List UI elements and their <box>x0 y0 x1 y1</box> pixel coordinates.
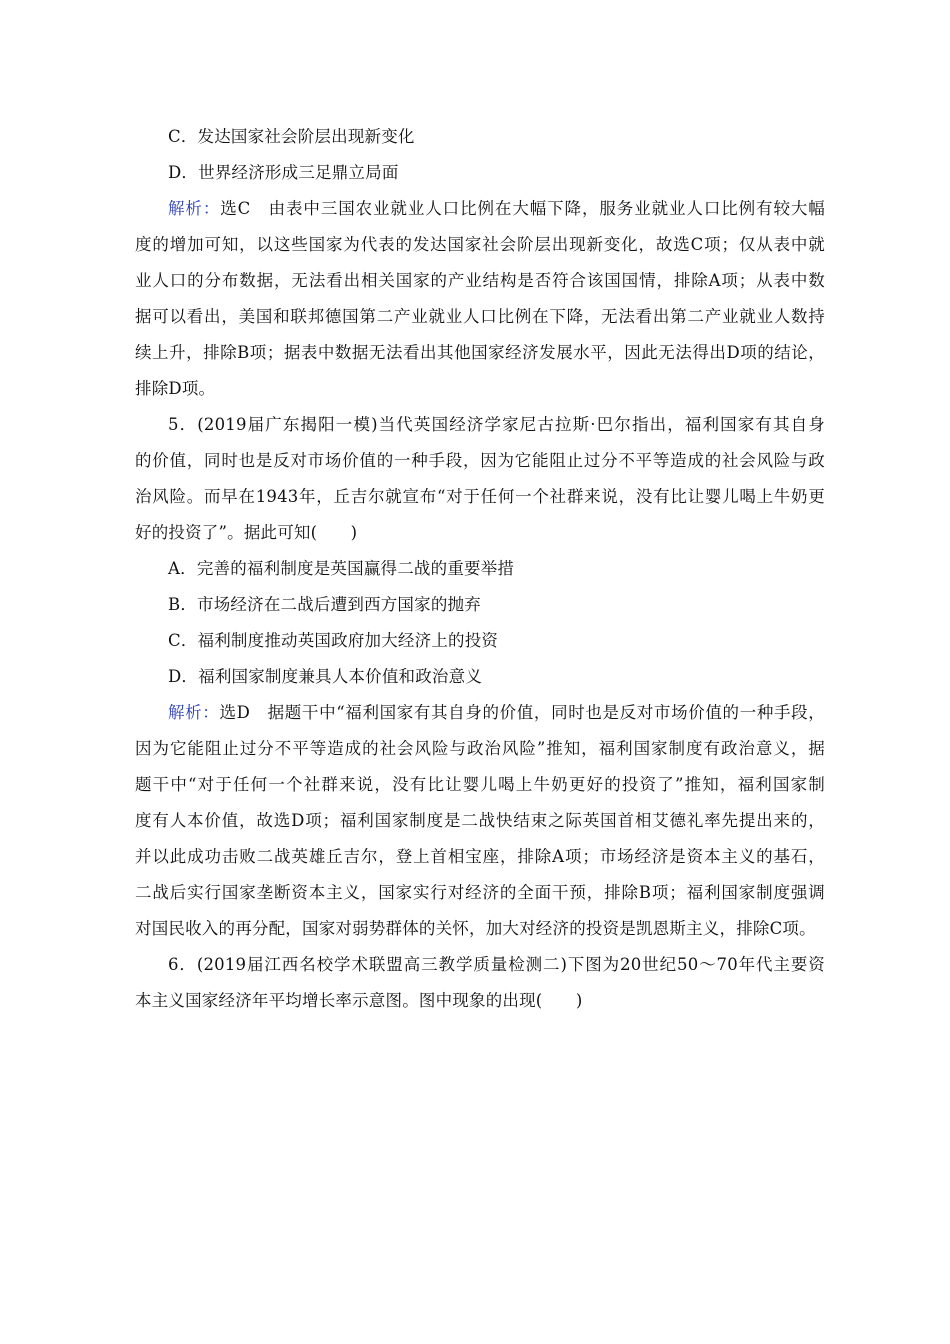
q4-analysis-line-4: 据可以看出，美国和联邦德国第二产业就业人口比例在下降，无法看出第二产业就业人数持 <box>135 307 825 326</box>
q5-option-d: D．福利国家制度兼具人本价值和政治意义 <box>168 667 483 686</box>
q4-analysis-label: 解析： <box>168 199 221 218</box>
q5-option-c: C．福利制度推动英国政府加大经济上的投资 <box>168 631 499 650</box>
q4-analysis-line-6: 排除D项。 <box>135 379 216 398</box>
q5-stem-line-1: 5．(2019届广东揭阳一模)当代英国经济学家尼古拉斯·巴尔指出，福利国家有其自身 <box>168 415 825 434</box>
q5-stem-line-3: 治风险。而早在1943年，丘吉尔就宣布“对于任何一个社群来说，没有比让婴儿喝上牛奶更 <box>135 487 825 506</box>
q5-option-a: A．完善的福利制度是英国赢得二战的重要举措 <box>168 559 515 578</box>
q5-analysis-line-3: 题干中“对于任何一个社群来说，没有比让婴儿喝上牛奶更好的投资了”推知，福利国家制 <box>135 775 825 794</box>
q4-analysis-line-2: 度的增加可知，以这些国家为代表的发达国家社会阶层出现新变化，故选C项；仅从表中就 <box>135 235 825 254</box>
q4-option-c: C．发达国家社会阶层出现新变化 <box>168 127 415 146</box>
q4-analysis-line-1: 解析：选C 由表中三国农业就业人口比例在大幅下降，服务业就业人口比例有较大幅 <box>168 199 825 218</box>
q5-analysis-line-4: 度有人本价值，故选D项；福利国家制度是二战快结束之际英国首相艾德礼率先提出来的， <box>135 811 825 830</box>
q4-option-d: D．世界经济形成三足鼎立局面 <box>168 163 399 182</box>
q5-analysis-line-2: 因为它能阻止过分不平等造成的社会风险与政治风险”推知，福利国家制度有政治意义，据 <box>135 739 825 758</box>
q5-analysis-line-5: 并以此成功击败二战英雄丘吉尔，登上首相宝座，排除A项；市场经济是资本主义的基石， <box>135 847 825 866</box>
q5-analysis-line-6: 二战后实行国家垄断资本主义，国家实行对经济的全面干预，排除B项；福利国家制度强调 <box>135 883 825 902</box>
q5-analysis-line-7: 对国民收入的再分配，国家对弱势群体的关怀，加大对经济的投资是凯恩斯主义，排除C项。 <box>135 919 816 938</box>
q5-analysis-label: 解析： <box>168 703 220 722</box>
q6-stem-line-2: 本主义国家经济年平均增长率示意图。图中现象的出现( ) <box>135 991 583 1010</box>
q4-analysis-line-3: 业人口的分布数据，无法看出相关国家的产业结构是否符合该国国情，排除A项；从表中数 <box>135 271 825 290</box>
q5-option-b: B．市场经济在二战后遭到西方国家的抛弃 <box>168 595 481 614</box>
q5-stem-line-2: 的价值，同时也是反对市场价值的一种手段，因为它能阻止过分不平等造成的社会风险与政 <box>135 451 825 470</box>
q5-analysis-line-1: 解析：选D 据题干中“福利国家有其自身的价值，同时也是反对市场价值的一种手段， <box>168 703 825 722</box>
q6-stem-line-1: 6．(2019届江西名校学术联盟高三教学质量检测二)下图为20世纪50～70年代主要资 <box>168 955 825 974</box>
q4-analysis-line-5: 续上升，排除B项；据表中数据无法看出其他国家经济发展水平，因此无法得出D项的结论， <box>135 343 825 362</box>
q5-stem-line-4: 好的投资了”。据此可知( ) <box>135 523 358 542</box>
